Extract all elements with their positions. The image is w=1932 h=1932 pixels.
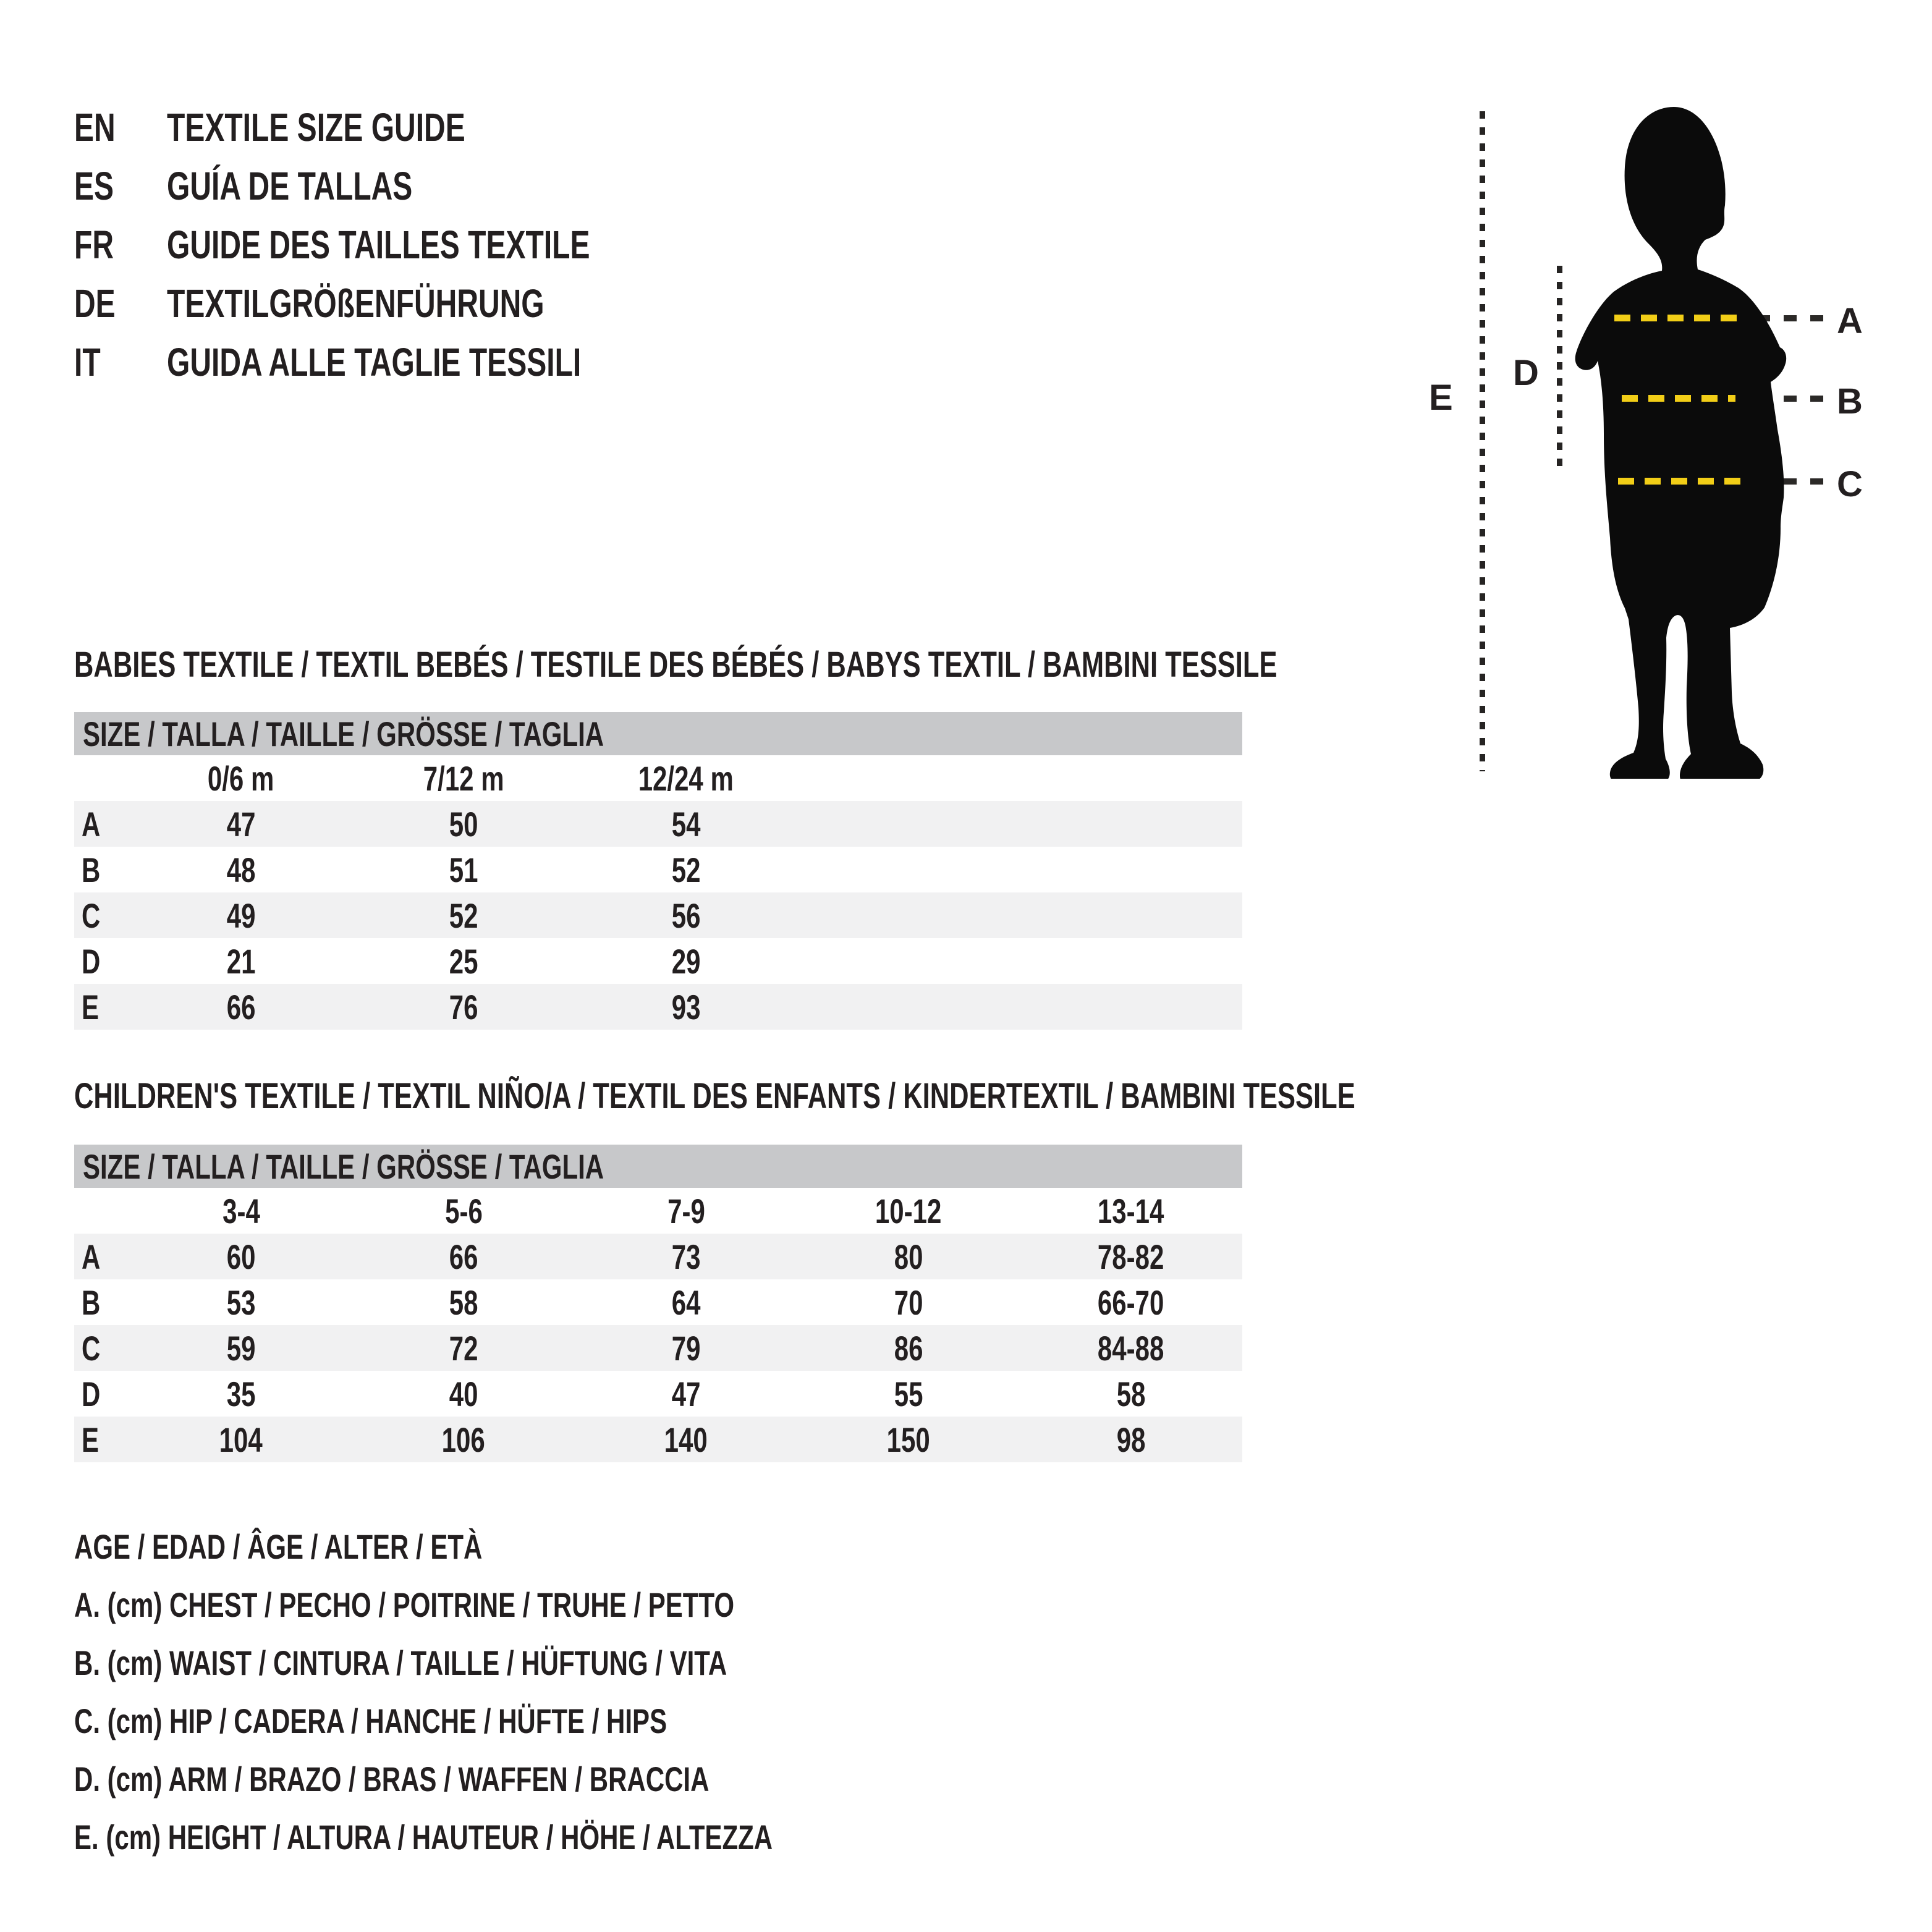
lang-code: DE [74,281,116,326]
table-row [74,938,1242,984]
lang-code: IT [74,339,101,384]
label-arm-d: D [1513,353,1539,393]
table-cell: 53 [226,1282,256,1322]
table-cell: 93 [671,987,701,1027]
hip-line-c [1618,478,1742,485]
table-cell: 72 [449,1328,478,1368]
child-silhouette [1573,105,1789,779]
table-row [74,892,1242,938]
table-cell: 48 [226,850,256,889]
column-header: 5-6 [444,1191,483,1231]
label-waist-b: B [1837,381,1863,422]
legend-line-chest [74,1575,1006,1633]
table-cell: 86 [894,1328,923,1368]
table-row [74,801,1242,847]
legend-line-age [74,1517,1006,1575]
lang-code: FR [74,222,114,267]
table-cell: 80 [894,1237,923,1276]
row-label: B [82,850,101,889]
table-cell: 47 [226,804,256,844]
children-size-header-bar [74,1145,1242,1188]
table-cell: 50 [449,804,478,844]
table-cell: 58 [1116,1374,1146,1413]
column-header: 12/24 m [638,758,734,798]
lang-row-de [74,274,731,333]
legend-line-waist [74,1633,1006,1692]
babies-column-header-row [74,755,1242,801]
legend-text: E. (cm) HEIGHT / ALTURA / HAUTEUR / HÖHE / ALTEZZA [74,1817,773,1857]
legend-text: D. (cm) ARM / BRAZO / BRAS / WAFFEN / BRACCIA [74,1759,710,1799]
legend-text: A. (cm) CHEST / PECHO / POITRINE / TRUHE / PETTO [74,1585,735,1624]
table-cell: 52 [671,850,701,889]
legend-text: AGE / EDAD / ÂGE / ALTER / ETÀ [74,1527,483,1566]
lang-code: ES [74,163,114,208]
babies-size-header-bar [74,712,1242,755]
table-row [74,1325,1242,1371]
row-label: D [82,1374,101,1413]
table-cell: 58 [449,1282,478,1322]
lang-title: TEXTILGRÖßENFÜHRUNG [167,281,544,326]
children-table-title [74,1075,1782,1117]
arm-line-d [1557,266,1562,471]
table-cell: 49 [226,896,256,935]
size-header-text: SIZE / TALLA / TAILLE / GRÖSSE / TAGLIA [83,1146,604,1186]
lang-title: GUIDE DES TAILLES TEXTILE [167,222,590,267]
table-cell: 40 [449,1374,478,1413]
row-label: C [82,1328,101,1368]
column-header: 7-9 [667,1191,705,1231]
column-header: 7/12 m [423,758,504,798]
table-cell: 140 [664,1420,708,1459]
table-cell: 60 [226,1237,256,1276]
table-cell: 21 [226,941,256,981]
label-chest-a: A [1837,301,1863,341]
table-row [74,847,1242,892]
table-cell: 76 [449,987,478,1027]
column-header: 13-14 [1098,1191,1164,1231]
table-cell: 79 [671,1328,701,1368]
row-label: A [82,804,101,844]
waist-line-b [1622,395,1735,402]
table-cell: 29 [671,941,701,981]
lang-row-fr [74,215,731,274]
table-cell: 54 [671,804,701,844]
row-label: B [82,1282,101,1322]
column-header: 3-4 [222,1191,260,1231]
babies-table-title-text: BABIES TEXTILE / TEXTIL BEBÉS / TESTILE DES BÉBÉS / BABYS TEXTIL / BAMBINI TESSILE [74,645,1277,685]
label-height-e: E [1429,378,1453,418]
size-header-text: SIZE / TALLA / TAILLE / GRÖSSE / TAGLIA [83,714,604,753]
table-cell: 64 [671,1282,701,1322]
table-cell: 106 [441,1420,486,1459]
table-cell: 150 [886,1420,931,1459]
legend-text: C. (cm) HIP / CADERA / HANCHE / HÜFTE / HIPS [74,1701,667,1740]
measurement-legend [74,1517,1006,1866]
column-header: 0/6 m [208,758,274,798]
legend-line-height [74,1808,1006,1866]
table-cell: 52 [449,896,478,935]
lang-title: GUIDA ALLE TAGLIE TESSILI [167,339,582,384]
table-cell: 70 [894,1282,923,1322]
label-hip-c: C [1837,464,1863,504]
table-cell: 51 [449,850,478,889]
table-cell: 56 [671,896,701,935]
legend-line-arm [74,1750,1006,1808]
table-cell: 47 [671,1374,701,1413]
table-cell: 104 [219,1420,263,1459]
babies-table-title [74,644,1678,685]
table-row [74,984,1242,1030]
legend-text: B. (cm) WAIST / CINTURA / TAILLE / HÜFTUNG / VITA [74,1643,727,1682]
row-label: E [82,987,100,1027]
table-cell: 59 [226,1328,256,1368]
lang-row-it [74,333,731,391]
lang-title: TEXTILE SIZE GUIDE [167,104,465,150]
lang-row-es [74,156,731,215]
table-cell: 84-88 [1098,1328,1164,1368]
table-cell: 78-82 [1098,1237,1164,1276]
row-label: D [82,941,101,981]
table-row [74,1371,1242,1417]
row-label: E [82,1420,100,1459]
table-cell: 66 [449,1237,478,1276]
table-cell: 66 [226,987,256,1027]
children-table-title-text: CHILDREN'S TEXTILE / TEXTIL NIÑO/A / TEXTIL DES ENFANTS / KINDERTEXTIL / BAMBINI TESSILE [74,1076,1355,1116]
table-row [74,1417,1242,1462]
lang-title: GUÍA DE TALLAS [167,163,413,208]
lang-row-en [74,98,731,156]
table-cell: 55 [894,1374,923,1413]
children-column-header-row [74,1188,1242,1234]
table-cell: 98 [1116,1420,1146,1459]
children-size-table [74,1145,1242,1462]
table-cell: 66-70 [1098,1282,1164,1322]
column-header: 10-12 [875,1191,942,1231]
table-cell: 73 [671,1237,701,1276]
language-header [74,98,731,391]
table-cell: 35 [226,1374,256,1413]
babies-size-table [74,712,1242,1030]
chest-line-a [1614,315,1742,321]
table-cell: 25 [449,941,478,981]
legend-line-hip [74,1692,1006,1750]
lang-code: EN [74,104,116,150]
row-label: A [82,1237,101,1276]
table-row [74,1279,1242,1325]
row-label: C [82,896,101,935]
table-row [74,1234,1242,1279]
